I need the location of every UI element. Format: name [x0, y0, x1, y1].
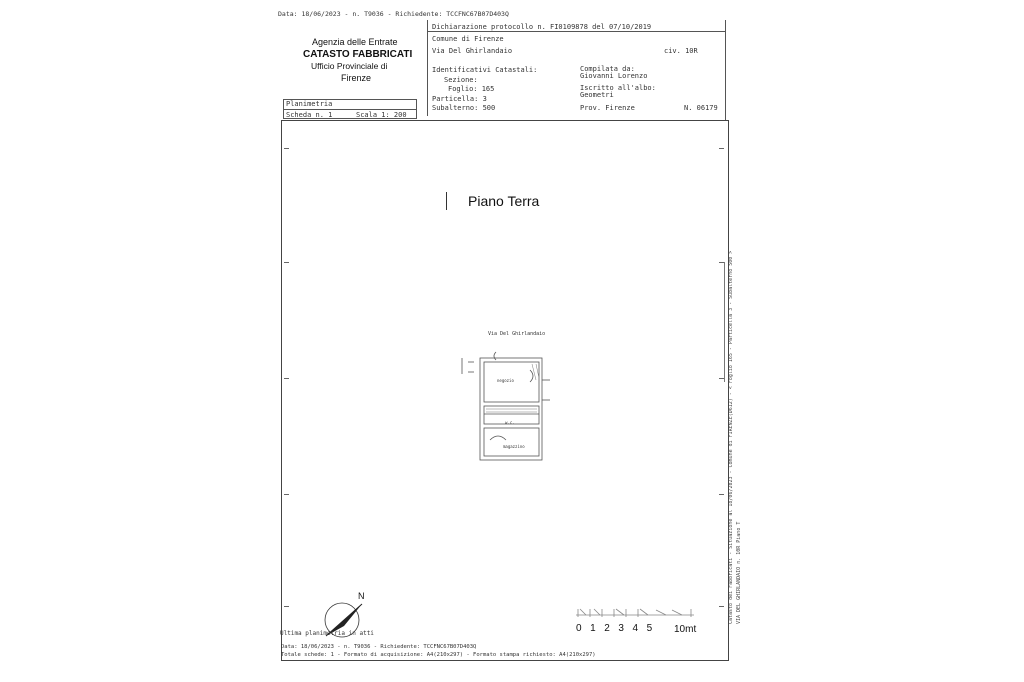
room-label-negozio: negozio: [497, 378, 514, 383]
sezione-label: Sezione:: [444, 76, 478, 84]
scale-digits: 0 1 2 3 4 5: [576, 623, 654, 634]
footer-stamp: Ultima planimetria in atti: [280, 630, 374, 637]
frame-tick: [719, 606, 724, 607]
north-label: N: [358, 591, 365, 601]
office-city: Firenze: [341, 73, 372, 83]
compilata-label: Compilata da:: [580, 65, 635, 73]
side-text-1: Catasto dei Fabbricati - Situazione al 18/06/2023 - Comune di FIRENZE(D612) - < Foglio 165 - Particella 3 - Subalterno 500 >: [728, 250, 734, 624]
scheda-title: Planimetria: [286, 100, 333, 108]
office-name: CATASTO FABBRICATI: [303, 49, 413, 60]
frame-tick: [284, 494, 289, 495]
particella-label: Particella: 3: [432, 95, 487, 103]
address-line: Via Del Ghirlandaio: [432, 47, 513, 55]
scheda-scale: Scala 1: 200: [356, 111, 407, 119]
province-office: Ufficio Provinciale di: [311, 61, 388, 71]
floor-label: Piano Terra: [468, 193, 540, 209]
header-divider-vertical: [427, 20, 428, 116]
frame-tick: [284, 262, 289, 263]
identificativi-label: Identificativi Catastali:: [432, 66, 538, 74]
side-marker-line: [724, 262, 725, 382]
comune-line: Comune di Firenze: [432, 35, 504, 43]
foglio-label: Foglio: 165: [448, 85, 495, 93]
frame-tick: [719, 494, 724, 495]
footer-line-2: Totale schede: 1 - Formato di acquisizione: A4(210x297) - Formato stampa richiesto: A4(210x297): [281, 652, 596, 658]
scheda-number: Scheda n. 1: [286, 111, 333, 119]
iscritto-value: Geometri: [580, 91, 614, 99]
frame-tick: [284, 378, 289, 379]
scheda-divider: [283, 109, 417, 110]
civic-number: civ. 10R: [664, 47, 698, 55]
frame-tick: [284, 148, 289, 149]
room-label-magazzino: magazzino: [503, 444, 525, 449]
registration-number: N. 06179: [684, 104, 718, 112]
prov-label: Prov. Firenze: [580, 104, 635, 112]
iscritto-label: Iscritto all'albo:: [580, 84, 656, 92]
scale-bar-icon: [576, 605, 696, 621]
top-stamp: Data: 18/06/2023 - n. T9036 - Richiedente: TCCFNC67B07D403Q: [278, 10, 509, 18]
frame-tick: [719, 148, 724, 149]
header-top-rule: [427, 31, 725, 32]
agency-name: Agenzia delle Entrate: [312, 37, 398, 47]
protocol-line: Dichiarazione protocollo n. FI0109878 del 07/10/2019: [432, 23, 652, 31]
header-right-edge: [725, 20, 726, 120]
scale-end-label: 10mt: [674, 624, 697, 635]
subalterno-label: Subalterno: 500: [432, 104, 496, 112]
plan-street-label: Via Del Ghirlandaio: [488, 331, 546, 337]
floor-label-mark: [446, 192, 447, 210]
side-text-2: VIA DEL GHIRLANDAIO n. 10R Piano T: [736, 521, 742, 624]
compilatore-name: Giovanni Lorenzo: [580, 72, 648, 80]
room-label-wc: w.c.: [505, 420, 515, 425]
footer-line-1: Data: 18/06/2023 - n. T9036 - Richiedente: TCCFNC67B07D403Q: [281, 644, 477, 650]
frame-tick: [284, 606, 289, 607]
